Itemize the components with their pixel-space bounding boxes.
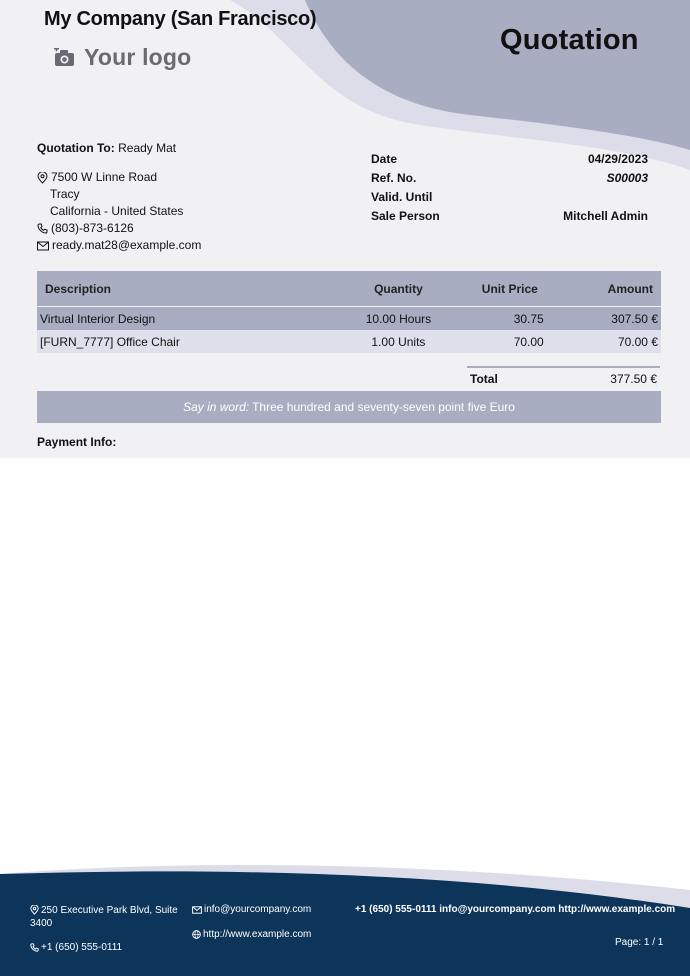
customer-street: 7500 W Linne Road <box>51 170 158 184</box>
customer-email: ready.mat28@example.com <box>52 238 202 252</box>
info-row-sale-person <box>371 209 648 228</box>
customer-name: Ready Mat <box>118 141 177 155</box>
customer-phone-line <box>37 220 201 237</box>
col-unit-price: Unit Price <box>454 271 566 307</box>
col-quantity: Quantity <box>343 271 454 307</box>
envelope-icon <box>37 241 49 251</box>
location-pin-icon <box>30 905 39 915</box>
footer-email <box>192 904 311 915</box>
info-row-date <box>371 152 648 171</box>
line-unit-price: 30.75 <box>454 307 566 331</box>
amount-words-text: Three hundred and seventy-seven point five Euro <box>252 400 515 414</box>
info-row-valid-until <box>371 190 648 209</box>
quotation-info <box>371 152 648 228</box>
date-value: 04/29/2023 <box>587 152 648 166</box>
total-row <box>467 366 660 386</box>
line-amount: 70.00 € <box>566 330 661 353</box>
table-row <box>37 330 661 353</box>
envelope-icon <box>192 906 202 914</box>
customer-region: California - United States <box>50 204 184 218</box>
line-description: Virtual Interior Design <box>37 307 343 331</box>
phone-icon <box>30 943 39 952</box>
customer-email-line <box>37 237 201 254</box>
document-header-area <box>0 0 690 458</box>
table-row <box>37 307 661 331</box>
line-quantity: 10.00 Hours <box>343 307 454 331</box>
page-footer <box>0 860 690 976</box>
ref-value: S00003 <box>606 171 648 185</box>
valid-until-label: Valid. Until <box>371 190 433 204</box>
footer-phone <box>30 942 122 953</box>
customer-city: Tracy <box>50 187 80 201</box>
line-description: [FURN_7777] Office Chair <box>37 330 343 353</box>
footer-address <box>30 904 180 930</box>
col-amount: Amount <box>566 271 661 307</box>
footer-address-text: 250 Executive Park Blvd, Suite 3400 <box>30 905 178 929</box>
camera-icon <box>54 48 76 68</box>
location-pin-icon <box>37 172 48 184</box>
footer-phone-text: +1 (650) 555-0111 <box>41 942 123 953</box>
customer-street-line <box>37 169 201 186</box>
phone-icon <box>37 223 48 234</box>
footer-contact-line: +1 (650) 555-0111 info@yourcompany.com http://www.example.com <box>355 904 676 915</box>
total-value: 377.50 € <box>610 372 657 386</box>
company-logo <box>54 44 191 71</box>
ref-label: Ref. No. <box>371 171 417 185</box>
total-label: Total <box>470 372 498 386</box>
table-header-row <box>37 271 661 307</box>
page-number: Page: 1 / 1 <box>615 937 664 948</box>
order-lines-table <box>37 271 661 353</box>
customer-phone: (803)-873-6126 <box>51 221 134 235</box>
company-name: My Company (San Francisco) <box>44 8 317 30</box>
line-amount: 307.50 € <box>566 307 661 331</box>
col-description: Description <box>37 271 343 307</box>
say-in-word-label: Say in word: <box>183 400 250 414</box>
footer-website-text[interactable]: http://www.example.com <box>203 929 312 940</box>
globe-icon <box>192 930 201 939</box>
line-quantity: 1.00 Units <box>343 330 454 353</box>
sale-person-label: Sale Person <box>371 209 440 223</box>
amount-in-words <box>37 391 661 423</box>
customer-name-line <box>37 140 201 157</box>
line-unit-price: 70.00 <box>454 330 566 353</box>
quotation-to-label: Quotation To: <box>37 141 115 155</box>
payment-info-label: Payment Info: <box>37 435 117 449</box>
date-label: Date <box>371 152 398 166</box>
footer-website <box>192 929 311 940</box>
info-row-ref <box>371 171 648 190</box>
footer-email-text[interactable]: info@yourcompany.com <box>204 904 312 915</box>
customer-block <box>37 140 201 254</box>
document-title: Quotation <box>500 24 639 56</box>
logo-text: Your logo <box>84 44 192 70</box>
sale-person-value: Mitchell Admin <box>563 209 648 223</box>
